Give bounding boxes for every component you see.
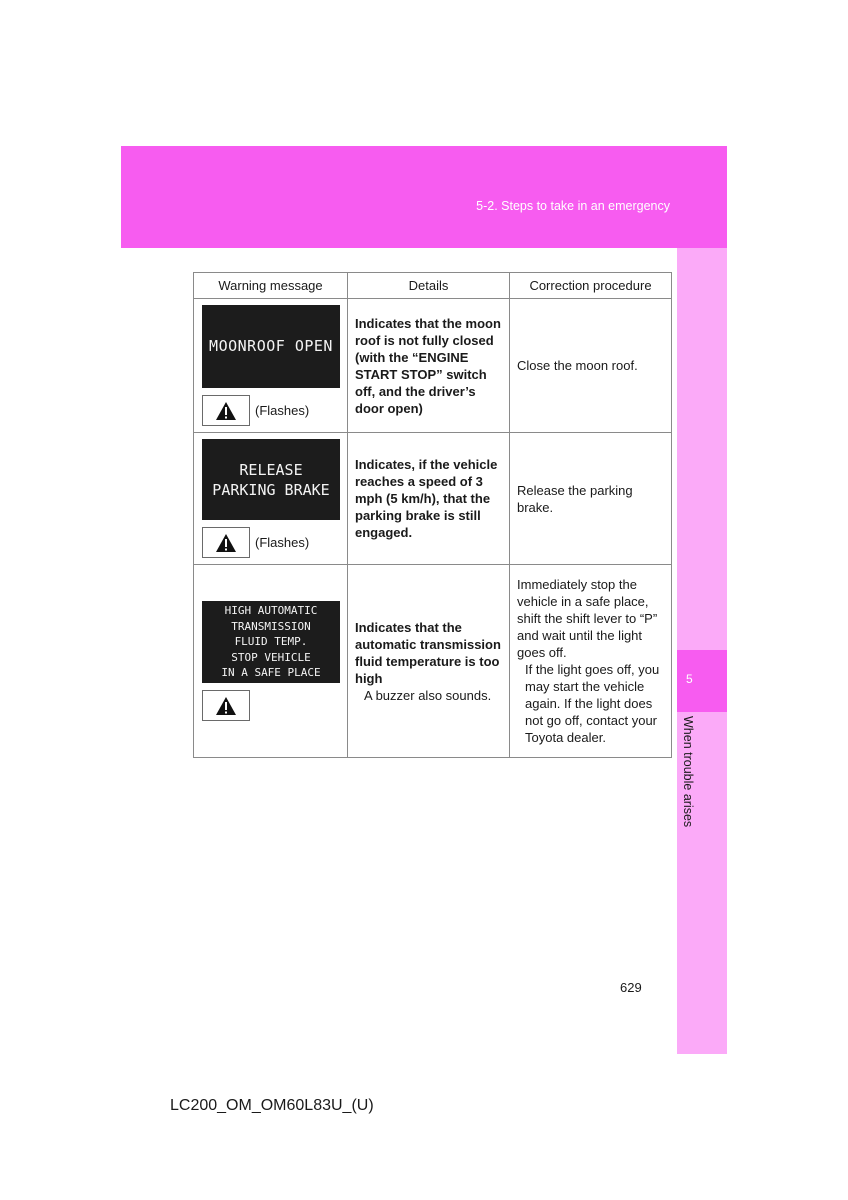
- table-row: [194, 433, 672, 565]
- warning-triangle-icon: [202, 527, 250, 558]
- warning-message-cell: [194, 299, 348, 433]
- chapter-title: When trouble arises: [681, 716, 695, 828]
- warning-message-table: [193, 272, 672, 758]
- display-line: STOP VEHICLE: [231, 650, 311, 664]
- page-number: 629: [620, 980, 642, 995]
- chapter-number: 5: [686, 672, 693, 686]
- details-text: Indicates that the automatic transmission fluid temperature is too high: [355, 619, 501, 686]
- moonroof-open-display: [202, 305, 340, 388]
- flashes-label: (Flashes): [255, 535, 310, 550]
- warning-triangle-icon: [202, 395, 250, 426]
- warning-indicator: [202, 690, 339, 721]
- document-code: LC200_OM_OM60L83U_(U): [170, 1097, 374, 1114]
- chapter-side-tab: [677, 248, 727, 1054]
- display-line: HIGH AUTOMATIC: [224, 604, 318, 618]
- warning-triangle-icon: [202, 690, 250, 721]
- column-header-details: Details: [348, 273, 510, 299]
- correction-text: Immediately stop the vehicle in a safe place, shift the shift lever to “P” and wait until the light goes off.: [517, 577, 658, 660]
- display-line: IN A SAFE PLACE: [221, 666, 321, 680]
- section-title: 5-2. Steps to take in an emergency: [476, 199, 670, 213]
- correction-cell: [510, 565, 672, 758]
- details-note: A buzzer also sounds.: [364, 687, 492, 703]
- column-header-warning-message: Warning message: [194, 273, 348, 299]
- display-line: PARKING BRAKE: [212, 480, 330, 499]
- table-row: [194, 565, 672, 758]
- display-line: RELEASE: [239, 460, 303, 479]
- warning-message-cell: [194, 565, 348, 758]
- warning-message-cell: [194, 433, 348, 565]
- table-header-row: [194, 273, 672, 299]
- header-band: [121, 146, 727, 248]
- correction-cell: Close the moon roof.: [510, 299, 672, 433]
- table-row: [194, 299, 672, 433]
- details-cell: [348, 565, 510, 758]
- column-header-correction-procedure: Correction procedure: [510, 273, 672, 299]
- display-line: MOONROOF OPEN: [209, 337, 333, 355]
- flashes-label: (Flashes): [255, 403, 310, 418]
- display-line: FLUID TEMP.: [234, 635, 308, 649]
- correction-cell: Release the parking brake.: [510, 433, 672, 565]
- correction-note: If the light goes off, you may start the vehicle again. If the light does not go off, contact your Toyota dealer.: [525, 662, 660, 745]
- flash-indicator: [202, 395, 339, 426]
- details-cell: Indicates that the moon roof is not fully closed (with the “ENGINE START STOP” switch off, and the driver’s door open): [348, 299, 510, 433]
- flash-indicator: [202, 527, 339, 558]
- display-line: TRANSMISSION: [231, 619, 311, 633]
- details-cell: Indicates, if the vehicle reaches a speed of 3 mph (5 km/h), that the parking brake is still engaged.: [348, 433, 510, 565]
- transmission-fluid-temp-display: [202, 601, 340, 683]
- chapter-number-box: [677, 650, 727, 712]
- release-parking-brake-display: [202, 439, 340, 520]
